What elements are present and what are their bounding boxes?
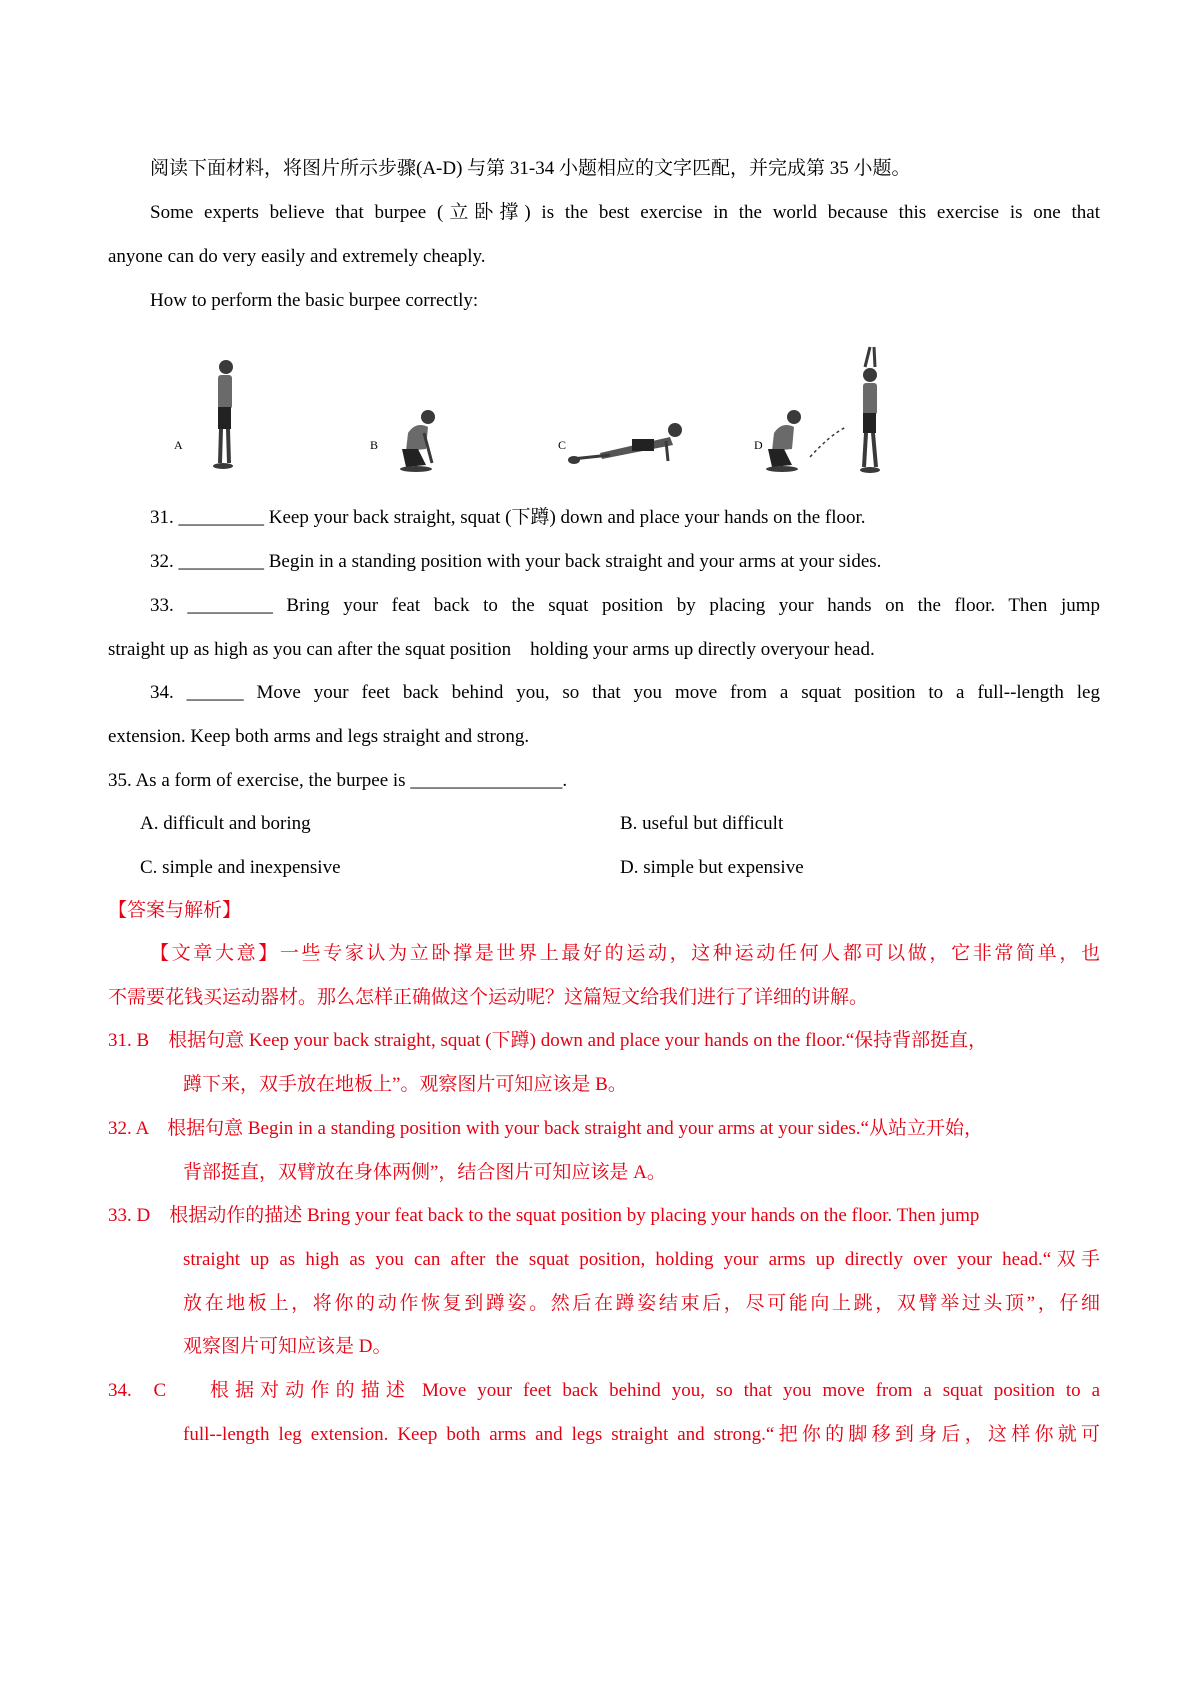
step-label-c: C bbox=[558, 438, 567, 452]
summary-line: 不需要花钱买运动器材。那么怎样正确做这个运动呢？这篇短文给我们进行了详细的讲解。 bbox=[108, 987, 869, 1008]
question-34: 34. ______ Move your feet back behind you, so that you move from a squat position to a full--length leg bbox=[150, 682, 1100, 703]
step-label-a: A bbox=[174, 438, 183, 452]
option-d: D. simple but expensive bbox=[620, 857, 804, 878]
option-a: A. difficult and boring bbox=[140, 813, 311, 834]
step-label-b: B bbox=[370, 438, 379, 452]
passage-line: Some experts believe that burpee (立卧撑) is the best exercise in the world because this exercise is one that bbox=[150, 202, 1100, 223]
option-c: C. simple and inexpensive bbox=[140, 857, 341, 878]
answer-heading: 【答案与解析】 bbox=[108, 900, 242, 921]
answer-33-cont: 放在地板上，将你的动作恢复到蹲姿。然后在蹲姿结束后，尽可能向上跳，双臂举过头顶”，仔细 bbox=[183, 1293, 1100, 1314]
answer-33-cont: 观察图片可知应该是 D。 bbox=[183, 1336, 392, 1357]
instruction-text: 阅读下面材料，将图片所示步骤(A-D) 与第 31-34 小题相应的文字匹配，并完成第 35 小题。 bbox=[150, 158, 911, 179]
step-c-plank-figure bbox=[568, 423, 682, 464]
answer-33-cont: straight up as high as you can after the squat position, holding your arms up directly over your head.“双手 bbox=[183, 1249, 1100, 1270]
question-35: 35. As a form of exercise, the burpee is ________________. bbox=[108, 770, 568, 791]
answer-33: 33. D 根据动作的描述 Bring your feat back to the squat position by placing your hands on the floor. Then jump bbox=[108, 1205, 980, 1226]
answer-32: 32. A 根据句意 Begin in a standing position with your back straight and your arms at your sides.“从站立开始， bbox=[108, 1118, 983, 1139]
option-b: B. useful but difficult bbox=[620, 813, 784, 834]
passage-line: anyone can do very easily and extremely cheaply. bbox=[108, 246, 486, 267]
question-31: 31. _________ Keep your back straight, squat (下蹲) down and place your hands on the floor. bbox=[150, 507, 866, 528]
step-d-jump-figure bbox=[766, 347, 880, 473]
question-34-cont: extension. Keep both arms and legs straight and strong. bbox=[108, 726, 530, 747]
answer-34-cont: full--length leg extension. Keep both arms and legs straight and strong.“把你的脚移到身后，这样你就可 bbox=[183, 1424, 1100, 1445]
answer-34: 34. C 根据对动作的描述 Move your feet back behind you, so that you move from a squat position to a bbox=[108, 1380, 1100, 1401]
answer-32-cont: 背部挺直，双臂放在身体两侧”，结合图片可知应该是 A。 bbox=[183, 1162, 666, 1183]
step-b-squat-figure bbox=[400, 410, 435, 472]
step-label-d: D bbox=[754, 438, 763, 452]
answer-31: 31. B 根据句意 Keep your back straight, squat (下蹲) down and place your hands on the floor.“保持背部挺直， bbox=[108, 1030, 988, 1051]
burpee-steps-figure bbox=[170, 345, 970, 495]
answer-31-cont: 蹲下来，双手放在地板上”。观察图片可知应该是 B。 bbox=[183, 1074, 627, 1095]
question-33-cont: straight up as high as you can after the squat position holding your arms up directly overyour head. bbox=[108, 639, 875, 660]
question-32: 32. _________ Begin in a standing position with your back straight and your arms at your sides. bbox=[150, 551, 882, 572]
step-a-standing-figure bbox=[213, 360, 233, 469]
passage-line: How to perform the basic burpee correctly: bbox=[150, 290, 479, 311]
question-33: 33. _________ Bring your feat back to the squat position by placing your hands on the floor. Then jump bbox=[150, 595, 1100, 616]
summary-line: 【文章大意】一些专家认为立卧撑是世界上最好的运动，这种运动任何人都可以做，它非常简单，也 bbox=[150, 943, 1100, 964]
